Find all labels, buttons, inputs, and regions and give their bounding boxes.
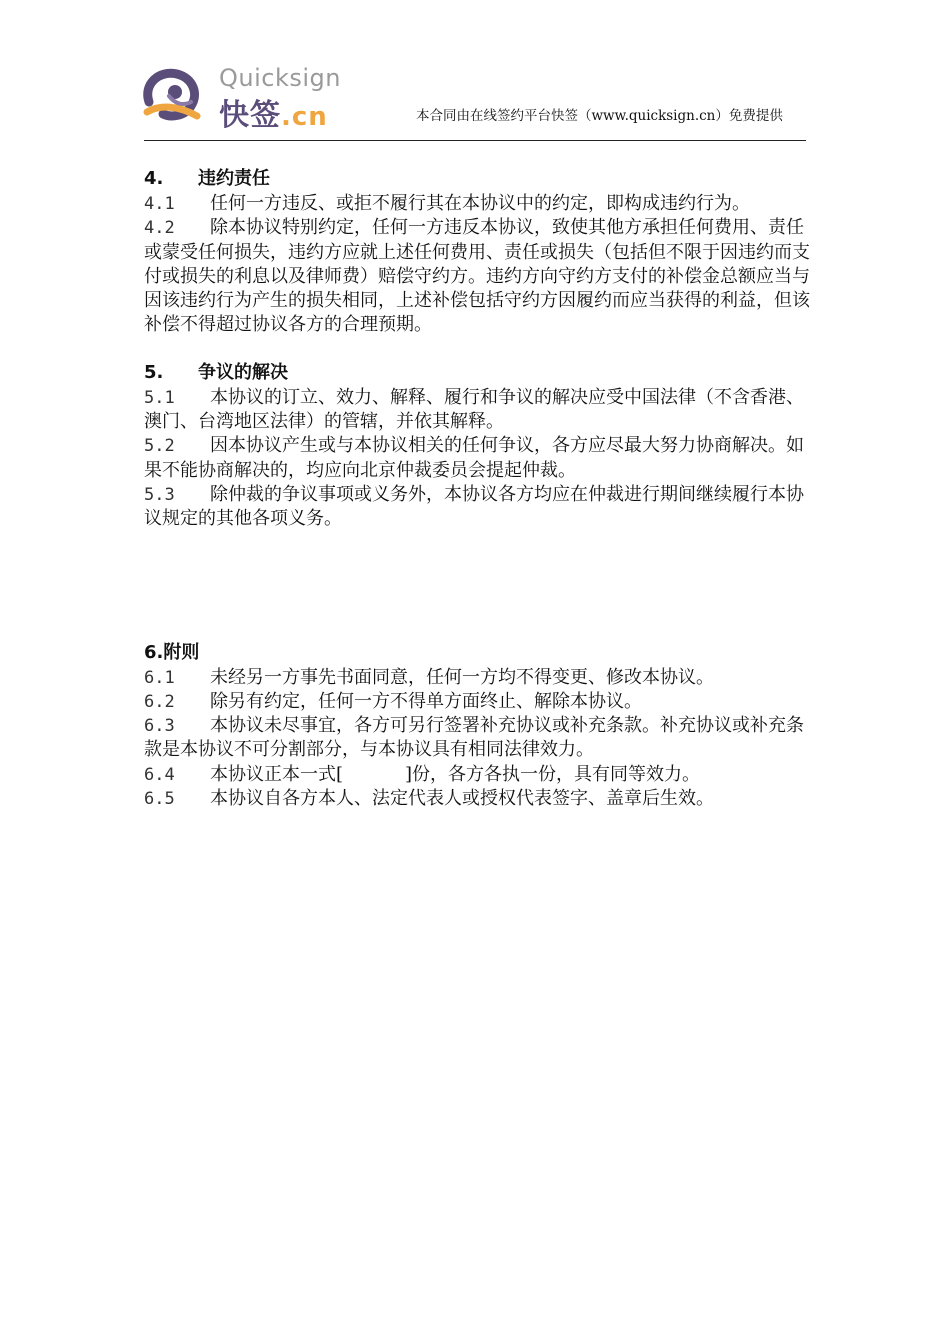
section-title-5 <box>144 360 814 386</box>
clause-6-3 <box>144 714 814 763</box>
clause-text-b: ]份，各方各执一份，具有同等效力。 <box>405 763 701 785</box>
logo-text-cn <box>219 90 328 134</box>
clause-number: 6.4 <box>144 764 175 785</box>
clause-text: 除仲裁的争议事项或义务外，本协议各方均应在仲裁进行期间继续履行本协议规定的其他各项义务。 <box>144 483 804 530</box>
clause-6-4 <box>144 763 814 787</box>
clause-text-a: 本协议正本一式[ <box>210 763 344 785</box>
section-title-text: 争议的解决 <box>198 361 288 383</box>
clause-6-1 <box>144 666 814 690</box>
clause-text: 未经另一方事先书面同意，任何一方均不得变更、修改本协议。 <box>210 666 714 688</box>
quicksign-logo <box>141 64 371 133</box>
clause-text: 除本协议特别约定，任何一方违反本协议，致使其他方承担任何费用、责任或蒙受任何损失，违约方应就上述任何费用、责任或损失（包括但不限于因违约而支付或损失的利息以及律师费）赔偿守约方。违约方向守约方支付的补偿金总额应当与因该违约行为产生的损失相同，上述补偿包括守约方因履约而应当获得的利益，但该补偿不得超过协议各方的合理预期。 <box>144 217 810 336</box>
tagline-pre: 本合同由在线签约平台快签（ <box>416 108 592 124</box>
clause-number: 5.2 <box>144 436 175 457</box>
clause-number: 6.5 <box>144 789 175 810</box>
clause-number: 4.1 <box>144 194 175 214</box>
tagline-url: www.quicksign.cn <box>591 108 716 124</box>
clause-text: 本协议自各方本人、法定代表人或授权代表签字、盖章后生效。 <box>210 788 714 810</box>
clause-number: 6.1 <box>144 667 175 688</box>
clause-number: 4.2 <box>144 218 175 239</box>
section-number: 4. <box>144 168 164 189</box>
clause-4-1 <box>144 192 814 216</box>
section-title-4 <box>144 166 814 192</box>
clause-text: 除另有约定，任何一方不得单方面终止、解除本协议。 <box>210 690 642 712</box>
clause-4-2 <box>144 216 814 337</box>
header-divider <box>144 140 806 141</box>
section-title-6 <box>144 640 814 666</box>
clause-6-2 <box>144 690 814 714</box>
clause-text: 任何一方违反、或拒不履行其在本协议中的约定，即构成违约行为。 <box>210 193 750 214</box>
logo-text-cn-suffix: .cn <box>281 102 328 132</box>
quicksign-logo-icon <box>141 66 205 124</box>
clause-5-3 <box>144 483 814 532</box>
clause-text: 因本协议产生或与本协议相关的任何争议，各方应尽最大努力协商解决。如果不能协商解决的，均应向北京仲裁委员会提起仲裁。 <box>144 435 804 481</box>
clause-5-2 <box>144 434 814 483</box>
section-title-text: 附则 <box>163 641 200 663</box>
clause-6-5 <box>144 787 814 811</box>
logo-text-cn-main: 快签 <box>219 98 281 133</box>
document-body <box>144 166 814 811</box>
clause-number: 5.3 <box>144 484 175 505</box>
section-number: 5. <box>144 361 164 383</box>
clause-number: 6.3 <box>144 716 175 737</box>
section-number: 6. <box>144 641 164 663</box>
clause-text: 本协议的订立、效力、解释、履行和争议的解决应受中国法律（不含香港、澳门、台湾地区法律）的管辖，并依其解释。 <box>144 386 804 433</box>
section-title-text: 违约责任 <box>198 168 270 189</box>
tagline-post: ）免费提供 <box>715 108 783 124</box>
page-header <box>0 0 950 150</box>
logo-text-en: Quicksign <box>219 64 341 92</box>
clause-5-1 <box>144 386 814 435</box>
clause-number: 6.2 <box>144 691 175 712</box>
clause-number: 5.1 <box>144 387 175 408</box>
header-tagline <box>416 104 783 124</box>
clause-text: 本协议未尽事宜，各方可另行签署补充协议或补充条款。补充协议或补充条款是本协议不可分割部分，与本协议具有相同法律效力。 <box>144 715 804 761</box>
